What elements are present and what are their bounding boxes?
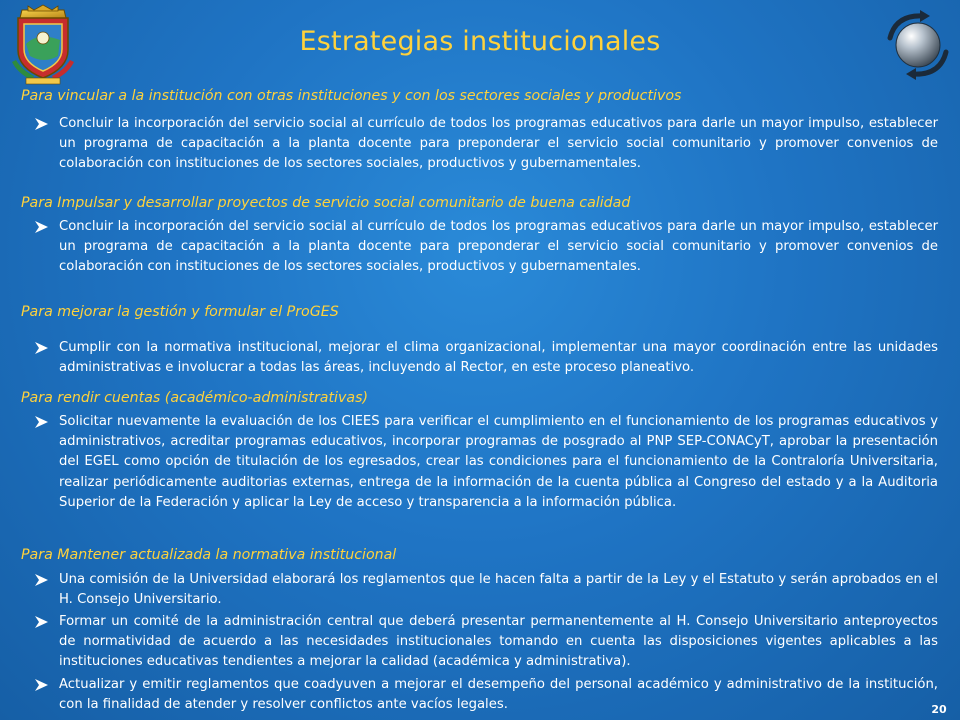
list-item: Solicitar nuevamente la evaluación de los CIEES para verificar el cumplimiento en el funcionamiento de los programas educativos y administrativos, acreditar programas educativos, incorporar programas de posgrado al PNP SEP-CONACyT, aprobar la presentación del EGEL como opción de titulación de los egresados, crear las condiciones para el funcionamiento de la Contraloría Universitaria, realizar periódicamente auditorias externas, entrega de la información de la cuenta pública al Congreso del estado y a la Auditoria Superior de la Federación y aplicar la Ley de acceso y transparencia a la información pública. <box>59 414 938 510</box>
section-heading: Para rendir cuentas (académico-administrativas) <box>21 390 369 406</box>
list-item: Una comisión de la Universidad elaborará los reglamentos que le hacen falta a partir de la Ley y el Estatuto y serán aprobados en el H. Consejo Universitario. <box>59 572 938 608</box>
list-item: Concluir la incorporación del servicio social al currículo de todos los programas educativos para darle un mayor impulso, establecer un programa de capacitación a la planta docente para preponderar el servicio social comunitario y promover convenios de colaboración con instituciones de los sectores sociales, productivos y gubernamentales. <box>59 116 938 172</box>
arrowhead-bullet-icon <box>33 412 51 432</box>
section-heading: Para Mantener actualizada la normativa institucional <box>21 547 397 563</box>
section-heading: Para vincular a la institución con otras instituciones y con los sectores sociales y productivos <box>21 88 682 104</box>
arrowhead-bullet-icon <box>33 114 51 134</box>
list-item: Formar un comité de la administración central que deberá presentar permanentemente al H. Consejo Universitario anteproyectos de normatividad de acuerdo a las necesidades institucionales tomando en cuenta las disposiciones vigentes aplicables a las instituciones educativas tendientes a mejorar la calidad (académica y administrativa). <box>59 614 938 670</box>
arrowhead-bullet-icon <box>33 338 51 358</box>
globe-arrows-icon <box>880 8 956 80</box>
arrowhead-bullet-icon <box>33 675 51 695</box>
section-heading: Para Impulsar y desarrollar proyectos de servicio social comunitario de buena calidad <box>21 195 631 211</box>
arrowhead-bullet-icon <box>33 217 51 237</box>
slide-title: Estrategias institucionales <box>299 26 661 57</box>
arrowhead-bullet-icon <box>33 570 51 590</box>
list-item: Concluir la incorporación del servicio social al currículo de todos los programas educativos para darle un mayor impulso, establecer un programa de capacitación a la planta docente para preponderar el servicio social comunitario y promover convenios de colaboración con instituciones de los sectores sociales, productivos y gubernamentales. <box>59 219 938 275</box>
section-heading: Para mejorar la gestión y formular el ProGES <box>21 304 339 320</box>
arrowhead-bullet-icon <box>33 612 51 632</box>
page-number: 20 <box>931 703 947 716</box>
list-item: Cumplir con la normativa institucional, mejorar el clima organizacional, implementar una mayor coordinación entre las unidades administrativas e involucrar a todas las áreas, incluyendo al Rector, en este proceso planeativo. <box>59 340 938 376</box>
list-item: Actualizar y emitir reglamentos que coadyuven a mejorar el desempeño del personal académico y administrativo de la institución, con la finalidad de atender y resolver conflictos ante vacíos legales. <box>59 677 938 713</box>
